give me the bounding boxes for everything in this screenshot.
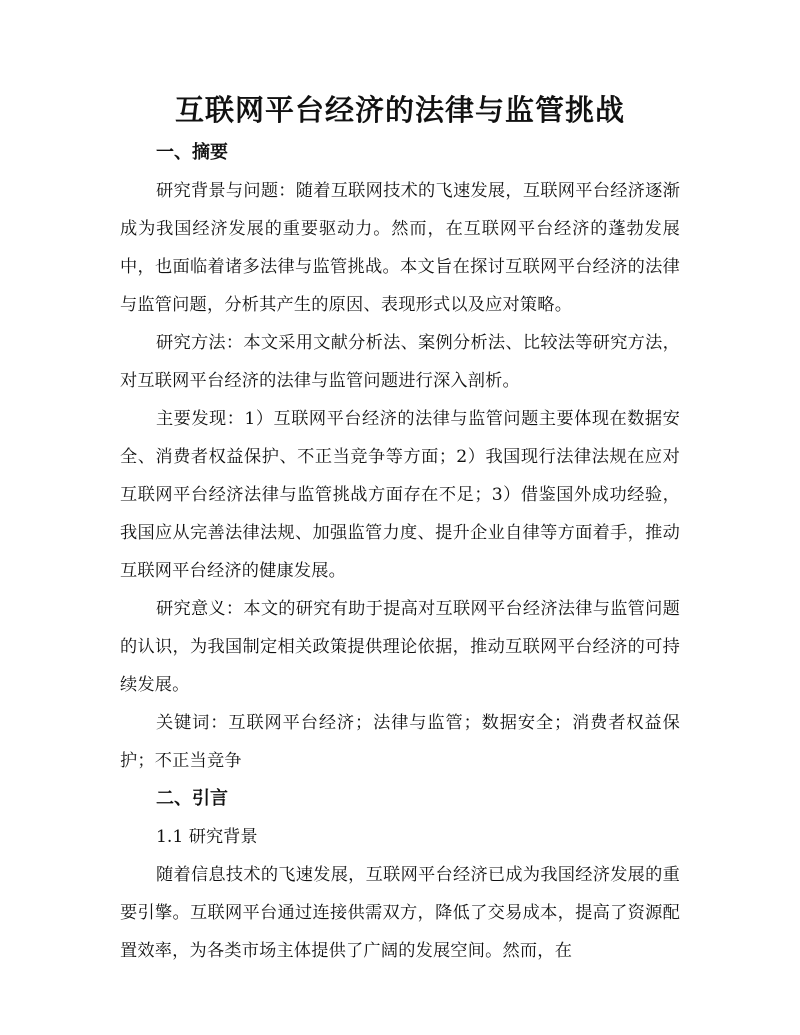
abstract-method-paragraph: 研究方法：本文采用文献分析法、案例分析法、比较法等研究方法，对互联网平台经济的法律与监管问题进行深入剖析。 [120, 333, 680, 391]
abstract-significance-paragraph: 研究意义：本文的研究有助于提高对互联网平台经济法律与监管问题的认识，为我国制定相关政策提供理论依据，推动互联网平台经济的可持续发展。 [120, 599, 680, 695]
keywords-paragraph: 关键词：互联网平台经济；法律与监管；数据安全；消费者权益保护；不正当竞争 [120, 713, 680, 771]
document-title: 互联网平台经济的法律与监管挑战 [174, 93, 625, 127]
abstract-findings-paragraph: 主要发现：1）互联网平台经济的法律与监管问题主要体现在数据安全、消费者权益保护、不正当竞争等方面；2）我国现行法律法规在应对互联网平台经济法律与监管挑战方面存在不足；3）借鉴国外成功经验，我国应从完善法律法规、加强监管力度、提升企业自律等方面着手，推动互联网平台经济的健康发展。 [120, 409, 680, 581]
abstract-heading: 一、摘要 [156, 142, 228, 163]
introduction-heading: 二、引言 [156, 788, 228, 809]
introduction-paragraph: 随着信息技术的飞速发展，互联网平台经济已成为我国经济发展的重要引擎。互联网平台通过连接供需双方，降低了交易成本，提高了资源配置效率，为各类市场主体提供了广阔的发展空间。然而，在 [120, 865, 680, 961]
research-background-subheading: 1.1 研究背景 [156, 827, 258, 847]
abstract-background-paragraph: 研究背景与问题：随着互联网技术的飞速发展，互联网平台经济逐渐成为我国经济发展的重要驱动力。然而，在互联网平台经济的蓬勃发展中，也面临着诸多法律与监管挑战。本文旨在探讨互联网平台经济的法律与监管问题，分析其产生的原因、表现形式以及应对策略。 [120, 181, 680, 315]
